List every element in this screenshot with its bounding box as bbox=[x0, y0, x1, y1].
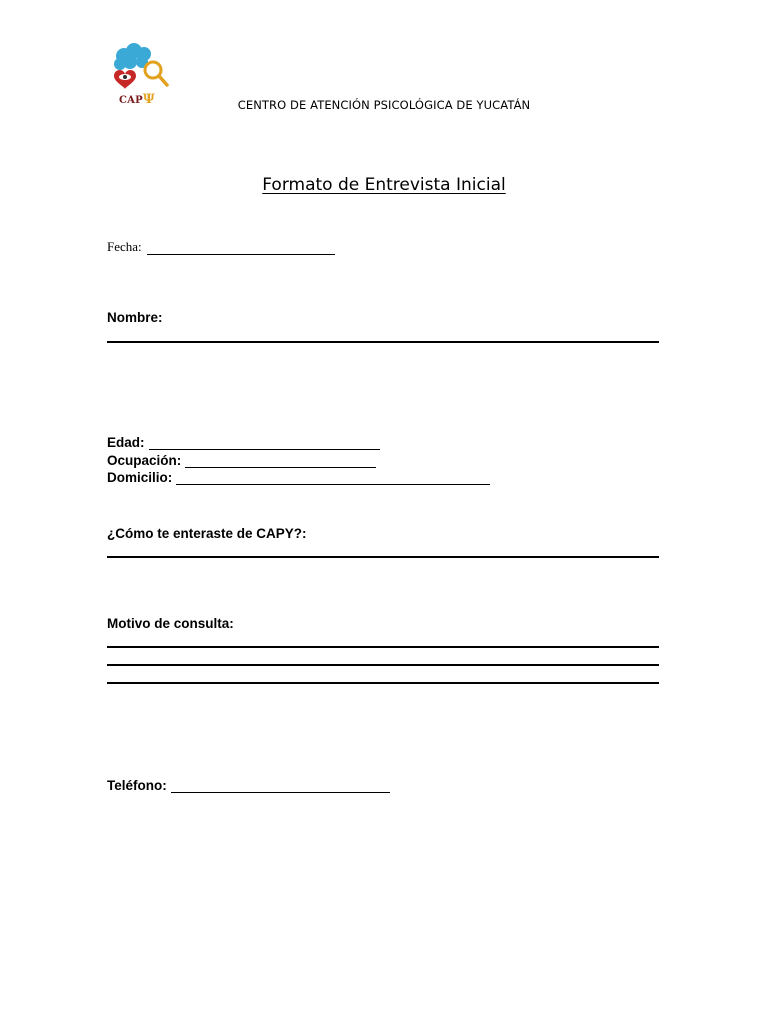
domicilio-label: Domicilio: bbox=[107, 470, 173, 485]
domicilio-field bbox=[107, 470, 490, 485]
telefono-label: Teléfono: bbox=[107, 778, 167, 793]
nombre-label: Nombre: bbox=[107, 310, 163, 325]
brain-heart-magnifier-icon bbox=[106, 42, 176, 92]
motivo-input-line-2[interactable] bbox=[107, 664, 659, 666]
nombre-input-line[interactable] bbox=[107, 341, 659, 343]
domicilio-input-line[interactable] bbox=[176, 472, 490, 485]
ocupacion-field bbox=[107, 453, 376, 468]
motivo-label: Motivo de consulta: bbox=[107, 616, 234, 631]
edad-field bbox=[107, 435, 380, 450]
telefono-input-line[interactable] bbox=[171, 780, 390, 793]
fecha-field bbox=[107, 239, 335, 255]
ocupacion-input-line[interactable] bbox=[185, 455, 376, 468]
fecha-input-line[interactable] bbox=[147, 241, 335, 255]
como-label: ¿Cómo te enteraste de CAPY?: bbox=[107, 526, 307, 541]
edad-label: Edad: bbox=[107, 435, 145, 450]
fecha-label: Fecha: bbox=[107, 239, 142, 254]
ocupacion-label: Ocupación: bbox=[107, 453, 182, 468]
form-title: Formato de Entrevista Inicial bbox=[262, 175, 506, 195]
motivo-input-line-3[interactable] bbox=[107, 682, 659, 684]
motivo-input-line-1[interactable] bbox=[107, 646, 659, 648]
logo-text: CAPΨ bbox=[119, 92, 155, 107]
como-input-line[interactable] bbox=[107, 556, 659, 558]
telefono-field bbox=[107, 778, 390, 793]
edad-input-line[interactable] bbox=[149, 437, 380, 450]
organization-name: CENTRO DE ATENCIÓN PSICOLÓGICA DE YUCATÁN bbox=[237, 98, 531, 112]
